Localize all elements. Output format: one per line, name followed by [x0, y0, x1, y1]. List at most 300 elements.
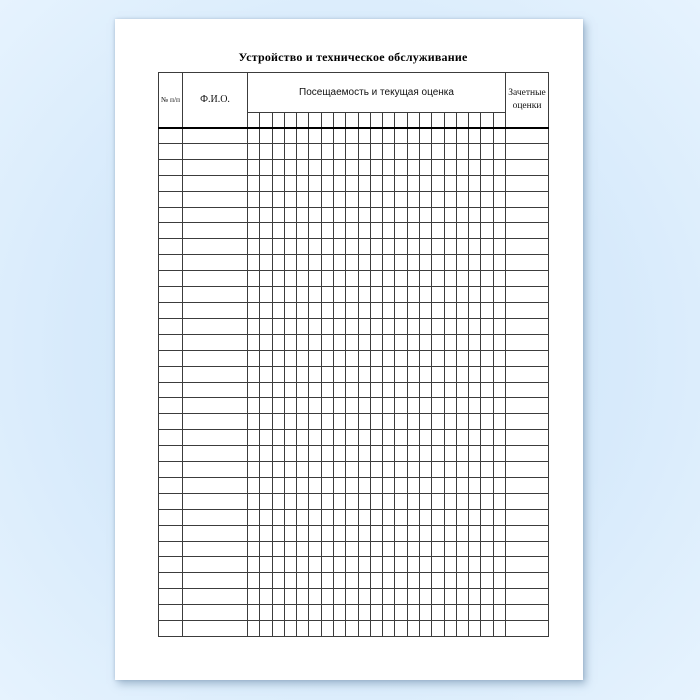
mark-cell	[370, 175, 382, 191]
mark-cell	[493, 239, 505, 255]
mark-cell	[272, 334, 284, 350]
mark-cell	[407, 350, 419, 366]
mark-cell	[333, 255, 345, 271]
mark-cell	[248, 223, 260, 239]
mark-cell	[395, 318, 407, 334]
mark-cell	[432, 143, 444, 159]
journal-row	[159, 525, 549, 541]
mark-cell	[370, 366, 382, 382]
name-cell	[183, 223, 248, 239]
number-cell	[159, 509, 183, 525]
mark-cell	[346, 223, 358, 239]
mark-cell	[346, 207, 358, 223]
mark-cell	[444, 493, 456, 509]
mark-cell	[370, 191, 382, 207]
mark-cell	[346, 605, 358, 621]
mark-cell	[395, 191, 407, 207]
mark-cell	[297, 191, 309, 207]
mark-cell	[469, 382, 481, 398]
mark-cell	[444, 366, 456, 382]
mark-cell	[481, 541, 493, 557]
journal-row	[159, 302, 549, 318]
mark-cell	[358, 239, 370, 255]
mark-cell	[469, 430, 481, 446]
mark-cell	[456, 175, 468, 191]
mark-cell	[248, 525, 260, 541]
attendance-subheader-cell	[297, 113, 309, 128]
mark-cell	[321, 382, 333, 398]
mark-cell	[333, 541, 345, 557]
mark-cell	[358, 446, 370, 462]
mark-cell	[493, 143, 505, 159]
mark-cell	[395, 334, 407, 350]
number-cell	[159, 287, 183, 303]
mark-cell	[358, 350, 370, 366]
mark-cell	[333, 557, 345, 573]
mark-cell	[370, 573, 382, 589]
mark-cell	[297, 573, 309, 589]
journal-row	[159, 255, 549, 271]
mark-cell	[432, 398, 444, 414]
mark-cell	[260, 159, 272, 175]
mark-cell	[248, 255, 260, 271]
mark-cell	[272, 493, 284, 509]
mark-cell	[407, 477, 419, 493]
mark-cell	[309, 462, 321, 478]
mark-cell	[297, 557, 309, 573]
mark-cell	[456, 462, 468, 478]
mark-cell	[260, 573, 272, 589]
mark-cell	[432, 541, 444, 557]
mark-cell	[284, 159, 296, 175]
mark-cell	[248, 207, 260, 223]
number-cell	[159, 271, 183, 287]
mark-cell	[444, 318, 456, 334]
mark-cell	[358, 159, 370, 175]
mark-cell	[333, 621, 345, 637]
journal-row	[159, 128, 549, 144]
mark-cell	[346, 477, 358, 493]
mark-cell	[260, 302, 272, 318]
credit-cell	[506, 509, 549, 525]
mark-cell	[444, 414, 456, 430]
mark-cell	[493, 382, 505, 398]
credit-cell	[506, 605, 549, 621]
mark-cell	[321, 287, 333, 303]
mark-cell	[260, 446, 272, 462]
mark-cell	[395, 350, 407, 366]
attendance-subheader-cell	[395, 113, 407, 128]
mark-cell	[284, 318, 296, 334]
mark-cell	[346, 350, 358, 366]
mark-cell	[469, 605, 481, 621]
mark-cell	[297, 621, 309, 637]
mark-cell	[444, 239, 456, 255]
mark-cell	[481, 302, 493, 318]
mark-cell	[272, 621, 284, 637]
mark-cell	[493, 430, 505, 446]
mark-cell	[272, 573, 284, 589]
mark-cell	[260, 621, 272, 637]
mark-cell	[383, 366, 395, 382]
mark-cell	[432, 366, 444, 382]
mark-cell	[469, 525, 481, 541]
credit-cell	[506, 207, 549, 223]
credit-cell	[506, 302, 549, 318]
journal-row	[159, 541, 549, 557]
attendance-subheader-cell	[469, 113, 481, 128]
mark-cell	[284, 541, 296, 557]
name-cell	[183, 302, 248, 318]
mark-cell	[272, 128, 284, 144]
mark-cell	[346, 509, 358, 525]
mark-cell	[407, 128, 419, 144]
mark-cell	[321, 493, 333, 509]
mark-cell	[444, 477, 456, 493]
mark-cell	[432, 191, 444, 207]
mark-cell	[309, 382, 321, 398]
attendance-subheader-cell	[346, 113, 358, 128]
mark-cell	[260, 589, 272, 605]
mark-cell	[309, 509, 321, 525]
mark-cell	[284, 525, 296, 541]
number-cell	[159, 382, 183, 398]
mark-cell	[309, 605, 321, 621]
mark-cell	[309, 573, 321, 589]
mark-cell	[284, 239, 296, 255]
mark-cell	[395, 621, 407, 637]
mark-cell	[248, 621, 260, 637]
name-cell	[183, 366, 248, 382]
journal-table-body	[159, 128, 549, 637]
mark-cell	[248, 271, 260, 287]
mark-cell	[407, 621, 419, 637]
mark-cell	[297, 128, 309, 144]
name-cell	[183, 477, 248, 493]
mark-cell	[407, 159, 419, 175]
attendance-subheader-cell	[432, 113, 444, 128]
number-cell	[159, 605, 183, 621]
mark-cell	[358, 287, 370, 303]
mark-cell	[444, 430, 456, 446]
mark-cell	[432, 525, 444, 541]
mark-cell	[419, 430, 431, 446]
mark-cell	[456, 128, 468, 144]
journal-row	[159, 271, 549, 287]
mark-cell	[248, 446, 260, 462]
mark-cell	[456, 207, 468, 223]
mark-cell	[395, 525, 407, 541]
mark-cell	[248, 159, 260, 175]
mark-cell	[272, 255, 284, 271]
mark-cell	[248, 318, 260, 334]
mark-cell	[346, 430, 358, 446]
mark-cell	[444, 255, 456, 271]
mark-cell	[346, 334, 358, 350]
mark-cell	[260, 525, 272, 541]
mark-cell	[309, 191, 321, 207]
journal-row	[159, 159, 549, 175]
mark-cell	[493, 271, 505, 287]
mark-cell	[419, 239, 431, 255]
name-cell	[183, 334, 248, 350]
mark-cell	[333, 302, 345, 318]
mark-cell	[260, 557, 272, 573]
mark-cell	[346, 446, 358, 462]
mark-cell	[284, 255, 296, 271]
attendance-subheader-cell	[272, 113, 284, 128]
mark-cell	[493, 446, 505, 462]
mark-cell	[333, 605, 345, 621]
mark-cell	[481, 239, 493, 255]
mark-cell	[419, 414, 431, 430]
mark-cell	[358, 128, 370, 144]
attendance-subheader-cell	[493, 113, 505, 128]
mark-cell	[469, 557, 481, 573]
mark-cell	[383, 446, 395, 462]
mark-cell	[469, 287, 481, 303]
mark-cell	[309, 223, 321, 239]
name-cell	[183, 382, 248, 398]
mark-cell	[493, 509, 505, 525]
mark-cell	[432, 318, 444, 334]
mark-cell	[309, 525, 321, 541]
attendance-subheader-cell	[358, 113, 370, 128]
mark-cell	[272, 525, 284, 541]
mark-cell	[272, 239, 284, 255]
mark-cell	[260, 175, 272, 191]
mark-cell	[272, 605, 284, 621]
mark-cell	[321, 207, 333, 223]
document-title: Устройство и техническое обслуживание	[238, 50, 468, 64]
mark-cell	[456, 446, 468, 462]
journal-table	[158, 72, 549, 637]
mark-cell	[321, 159, 333, 175]
mark-cell	[297, 462, 309, 478]
mark-cell	[419, 334, 431, 350]
mark-cell	[444, 334, 456, 350]
journal-row	[159, 430, 549, 446]
header-row	[159, 73, 549, 113]
mark-cell	[346, 128, 358, 144]
mark-cell	[469, 621, 481, 637]
mark-cell	[370, 541, 382, 557]
mark-cell	[260, 223, 272, 239]
mark-cell	[333, 398, 345, 414]
mark-cell	[297, 207, 309, 223]
mark-cell	[419, 143, 431, 159]
mark-cell	[419, 557, 431, 573]
mark-cell	[358, 255, 370, 271]
mark-cell	[432, 128, 444, 144]
mark-cell	[346, 271, 358, 287]
mark-cell	[469, 493, 481, 509]
number-cell	[159, 398, 183, 414]
mark-cell	[272, 271, 284, 287]
mark-cell	[469, 366, 481, 382]
mark-cell	[260, 398, 272, 414]
mark-cell	[333, 414, 345, 430]
mark-cell	[395, 302, 407, 318]
journal-row	[159, 414, 549, 430]
name-cell	[183, 621, 248, 637]
number-cell	[159, 366, 183, 382]
mark-cell	[383, 207, 395, 223]
mark-cell	[272, 143, 284, 159]
mark-cell	[358, 207, 370, 223]
number-cell	[159, 302, 183, 318]
mark-cell	[321, 239, 333, 255]
mark-cell	[493, 477, 505, 493]
mark-cell	[272, 462, 284, 478]
mark-cell	[309, 477, 321, 493]
mark-cell	[248, 191, 260, 207]
mark-cell	[407, 525, 419, 541]
mark-cell	[407, 334, 419, 350]
mark-cell	[370, 509, 382, 525]
mark-cell	[493, 621, 505, 637]
mark-cell	[407, 223, 419, 239]
credit-cell	[506, 287, 549, 303]
mark-cell	[481, 159, 493, 175]
name-cell	[183, 430, 248, 446]
mark-cell	[469, 175, 481, 191]
number-cell	[159, 318, 183, 334]
credit-cell	[506, 589, 549, 605]
mark-cell	[309, 255, 321, 271]
name-cell	[183, 509, 248, 525]
mark-cell	[309, 143, 321, 159]
mark-cell	[493, 414, 505, 430]
mark-cell	[260, 462, 272, 478]
mark-cell	[358, 493, 370, 509]
mark-cell	[395, 398, 407, 414]
journal-row	[159, 207, 549, 223]
mark-cell	[260, 318, 272, 334]
mark-cell	[469, 589, 481, 605]
mark-cell	[444, 191, 456, 207]
mark-cell	[469, 477, 481, 493]
mark-cell	[333, 207, 345, 223]
mark-cell	[370, 589, 382, 605]
mark-cell	[456, 334, 468, 350]
mark-cell	[333, 191, 345, 207]
mark-cell	[407, 462, 419, 478]
mark-cell	[493, 589, 505, 605]
mark-cell	[444, 525, 456, 541]
mark-cell	[383, 477, 395, 493]
mark-cell	[493, 605, 505, 621]
mark-cell	[432, 302, 444, 318]
attendance-subheader-cell	[383, 113, 395, 128]
mark-cell	[309, 621, 321, 637]
mark-cell	[309, 350, 321, 366]
journal-row	[159, 573, 549, 589]
mark-cell	[419, 573, 431, 589]
number-cell	[159, 541, 183, 557]
mark-cell	[272, 398, 284, 414]
mark-cell	[272, 366, 284, 382]
mark-cell	[395, 128, 407, 144]
mark-cell	[469, 159, 481, 175]
name-cell	[183, 525, 248, 541]
mark-cell	[248, 462, 260, 478]
mark-cell	[481, 255, 493, 271]
mark-cell	[407, 239, 419, 255]
mark-cell	[444, 398, 456, 414]
mark-cell	[309, 318, 321, 334]
mark-cell	[297, 143, 309, 159]
name-cell	[183, 446, 248, 462]
mark-cell	[333, 589, 345, 605]
mark-cell	[481, 223, 493, 239]
mark-cell	[260, 509, 272, 525]
mark-cell	[407, 541, 419, 557]
name-cell	[183, 128, 248, 144]
credit-cell	[506, 350, 549, 366]
number-cell	[159, 430, 183, 446]
mark-cell	[370, 621, 382, 637]
mark-cell	[358, 271, 370, 287]
attendance-subheader-cell	[419, 113, 431, 128]
header-cell-number: № п/п	[159, 73, 183, 128]
name-cell	[183, 605, 248, 621]
number-cell	[159, 255, 183, 271]
mark-cell	[419, 589, 431, 605]
mark-cell	[481, 509, 493, 525]
mark-cell	[309, 302, 321, 318]
mark-cell	[309, 541, 321, 557]
mark-cell	[456, 589, 468, 605]
mark-cell	[346, 573, 358, 589]
mark-cell	[395, 239, 407, 255]
mark-cell	[395, 175, 407, 191]
mark-cell	[333, 287, 345, 303]
mark-cell	[419, 175, 431, 191]
mark-cell	[432, 255, 444, 271]
mark-cell	[432, 271, 444, 287]
credit-cell	[506, 414, 549, 430]
mark-cell	[444, 143, 456, 159]
name-cell	[183, 255, 248, 271]
mark-cell	[481, 462, 493, 478]
number-cell	[159, 525, 183, 541]
mark-cell	[309, 239, 321, 255]
mark-cell	[469, 509, 481, 525]
journal-row	[159, 509, 549, 525]
mark-cell	[284, 557, 296, 573]
mark-cell	[469, 223, 481, 239]
mark-cell	[248, 430, 260, 446]
mark-cell	[395, 159, 407, 175]
mark-cell	[370, 462, 382, 478]
mark-cell	[297, 525, 309, 541]
mark-cell	[481, 382, 493, 398]
mark-cell	[370, 525, 382, 541]
name-cell	[183, 462, 248, 478]
mark-cell	[284, 446, 296, 462]
mark-cell	[469, 462, 481, 478]
mark-cell	[321, 271, 333, 287]
mark-cell	[321, 573, 333, 589]
mark-cell	[358, 589, 370, 605]
mark-cell	[481, 430, 493, 446]
mark-cell	[432, 350, 444, 366]
mark-cell	[456, 287, 468, 303]
mark-cell	[395, 287, 407, 303]
mark-cell	[297, 414, 309, 430]
mark-cell	[432, 430, 444, 446]
